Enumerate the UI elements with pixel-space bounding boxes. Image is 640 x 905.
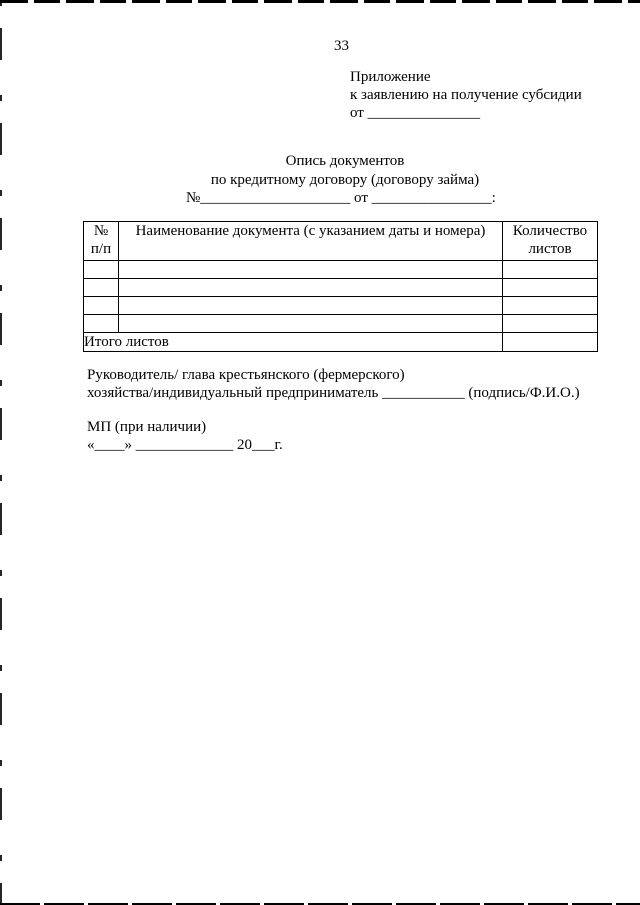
header-document-name-text: Наименование документа (с указанием даты и номера)	[135, 223, 486, 239]
table-cell[interactable]	[119, 315, 503, 333]
heading-contract-line: №____________________ от ________________:	[186, 190, 496, 206]
date-line: «____» _____________ 20___г.	[87, 437, 283, 453]
total-label: Итого листов	[84, 333, 503, 352]
table-row	[84, 261, 598, 279]
header-number-line1: №	[93, 223, 109, 239]
table-cell[interactable]	[84, 315, 119, 333]
table-row	[84, 297, 598, 315]
total-value-cell[interactable]	[503, 333, 598, 352]
table-row	[84, 279, 598, 297]
table-cell[interactable]	[84, 279, 119, 297]
heading-title: Опись документов	[285, 153, 405, 169]
signature-line2: хозяйства/индивидуальный предприниматель ___________ (подпись/Ф.И.О.)	[87, 385, 580, 401]
heading-subtitle: по кредитному договору (договору займа)	[210, 172, 480, 188]
page-number: 33	[334, 38, 349, 54]
scan-edge-top	[0, 0, 640, 3]
table-cell[interactable]	[84, 261, 119, 279]
document-inventory-table	[83, 221, 598, 352]
header-sheet-count-line2: листов	[528, 241, 572, 257]
scan-edge-left	[0, 0, 2, 905]
table-cell[interactable]	[503, 315, 598, 333]
appendix-subtitle: к заявлению на получение субсидии	[350, 87, 582, 103]
table-cell[interactable]	[503, 261, 598, 279]
table-cell[interactable]	[503, 279, 598, 297]
header-sheet-count	[503, 222, 598, 261]
table-total-row	[84, 333, 598, 352]
table-cell[interactable]	[503, 297, 598, 315]
table-header-row	[84, 222, 598, 261]
table-cell[interactable]	[84, 297, 119, 315]
appendix-date-line: от _______________	[350, 105, 481, 121]
table-row	[84, 315, 598, 333]
stamp-label: МП (при наличии)	[87, 419, 207, 435]
header-number-line2: п/п	[90, 241, 112, 257]
header-number	[84, 222, 119, 261]
table-cell[interactable]	[119, 297, 503, 315]
signature-line1: Руководитель/ глава крестьянского (фермерского)	[87, 367, 405, 383]
header-document-name	[119, 222, 503, 261]
table-cell[interactable]	[119, 261, 503, 279]
table-cell[interactable]	[119, 279, 503, 297]
header-sheet-count-line1: Количество	[512, 223, 588, 239]
appendix-title: Приложение	[350, 69, 431, 85]
